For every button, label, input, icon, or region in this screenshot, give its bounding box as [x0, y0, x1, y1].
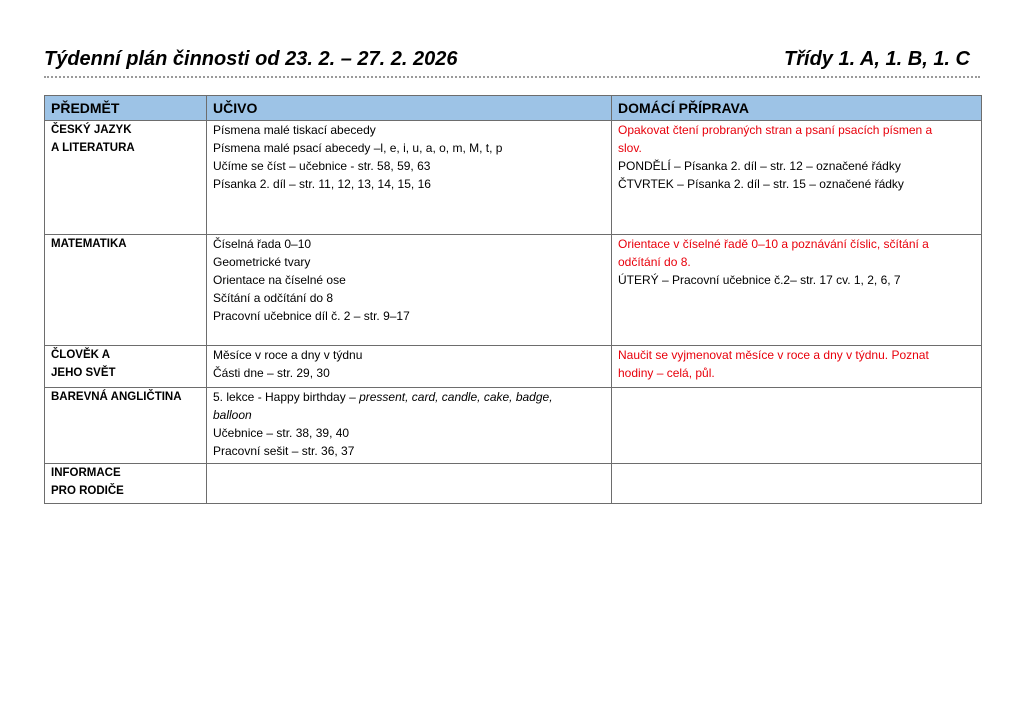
- subject-cell: [45, 346, 207, 388]
- ucivo-line: Pracovní sešit – str. 36, 37: [213, 444, 355, 458]
- ucivo-cell: [207, 388, 612, 464]
- ucivo-cell: [207, 346, 612, 388]
- subject-cell: [45, 464, 207, 504]
- subject-line: BAREVNÁ ANGLIČTINA: [51, 391, 182, 403]
- table-row: [45, 121, 982, 235]
- subject-line: INFORMACE: [51, 467, 121, 479]
- homework-cell: [612, 121, 982, 235]
- ucivo-line: Učebnice – str. 38, 39, 40: [213, 426, 350, 440]
- subject-line: PRO RODIČE: [51, 485, 124, 497]
- ucivo-line: Písmena malé psací abecedy –l, e, i, u, a, o, m, M, t, p: [213, 141, 503, 155]
- homework-cell: [612, 346, 982, 388]
- homework-cell: [612, 388, 982, 464]
- homework-line: hodiny – celá, půl.: [618, 366, 715, 380]
- column-header-ucivo: UČIVO: [207, 96, 612, 121]
- homework-line: Naučit se vyjmenovat měsíce v roce a dny v týdnu. Poznat: [618, 348, 929, 362]
- column-header-subject: PŘEDMĚT: [45, 96, 207, 121]
- ucivo-line: Části dne – str. 29, 30: [213, 366, 330, 380]
- page-header: [44, 46, 980, 78]
- ucivo-line: Písmena malé tiskací abecedy: [213, 123, 376, 137]
- homework-cell: [612, 464, 982, 504]
- ucivo-line: Orientace na číselné ose: [213, 273, 346, 287]
- ucivo-line: Číselná řada 0–10: [213, 237, 312, 251]
- subject-cell: [45, 121, 207, 235]
- classes-title: Třídy 1. A, 1. B, 1. C: [784, 48, 970, 70]
- ucivo-line: Písanka 2. díl – str. 11, 12, 13, 14, 15, 16: [213, 177, 431, 191]
- subject-line: A LITERATURA: [51, 142, 135, 154]
- column-header-homework: DOMÁCÍ PŘÍPRAVA: [612, 96, 982, 121]
- table-header-row: [45, 96, 982, 121]
- ucivo-vocabulary-text: pressent, card, candle, cake, badge,: [359, 390, 553, 404]
- subject-line: MATEMATIKA: [51, 238, 127, 250]
- ucivo-line: [213, 388, 605, 406]
- table-row: [45, 235, 982, 346]
- homework-line: PONDĚLÍ – Písanka 2. díl – str. 12 – označené řádky: [618, 159, 901, 173]
- ucivo-cell: [207, 235, 612, 346]
- subject-line: ČESKÝ JAZYK: [51, 124, 132, 136]
- subject-line: ČLOVĚK A: [51, 349, 110, 361]
- subject-cell: [45, 388, 207, 464]
- homework-line: Orientace v číselné řadě 0–10 a poznávání číslic, sčítání a: [618, 237, 929, 251]
- ucivo-line: Učíme se číst – učebnice - str. 58, 59, 63: [213, 159, 431, 173]
- homework-line: ÚTERÝ – Pracovní učebnice č.2– str. 17 cv. 1, 2, 6, 7: [618, 273, 901, 287]
- homework-line: slov.: [618, 141, 642, 155]
- ucivo-line: Geometrické tvary: [213, 255, 311, 269]
- subject-cell: [45, 235, 207, 346]
- ucivo-line: Sčítání a odčítání do 8: [213, 291, 334, 305]
- weekly-plan-table: [44, 95, 982, 504]
- ucivo-line: Pracovní učebnice díl č. 2 – str. 9–17: [213, 309, 410, 323]
- table-row: [45, 464, 982, 504]
- table-row: [45, 346, 982, 388]
- subject-line: JEHO SVĚT: [51, 367, 116, 379]
- ucivo-line: Měsíce v roce a dny v týdnu: [213, 348, 363, 362]
- ucivo-line: [213, 406, 605, 424]
- homework-cell: [612, 235, 982, 346]
- homework-line: odčítání do 8.: [618, 255, 691, 269]
- ucivo-vocabulary-text: balloon: [213, 408, 252, 422]
- ucivo-cell: [207, 121, 612, 235]
- plan-title: Týdenní plán činnosti od 23. 2. – 27. 2. 2026: [44, 48, 458, 70]
- table-row: [45, 388, 982, 464]
- ucivo-lesson-text: 5. lekce - Happy birthday –: [213, 390, 360, 404]
- ucivo-cell: [207, 464, 612, 504]
- homework-line: ČTVRTEK – Písanka 2. díl – str. 15 – označené řádky: [618, 177, 904, 191]
- homework-line: Opakovat čtení probraných stran a psaní psacích písmen a: [618, 123, 933, 137]
